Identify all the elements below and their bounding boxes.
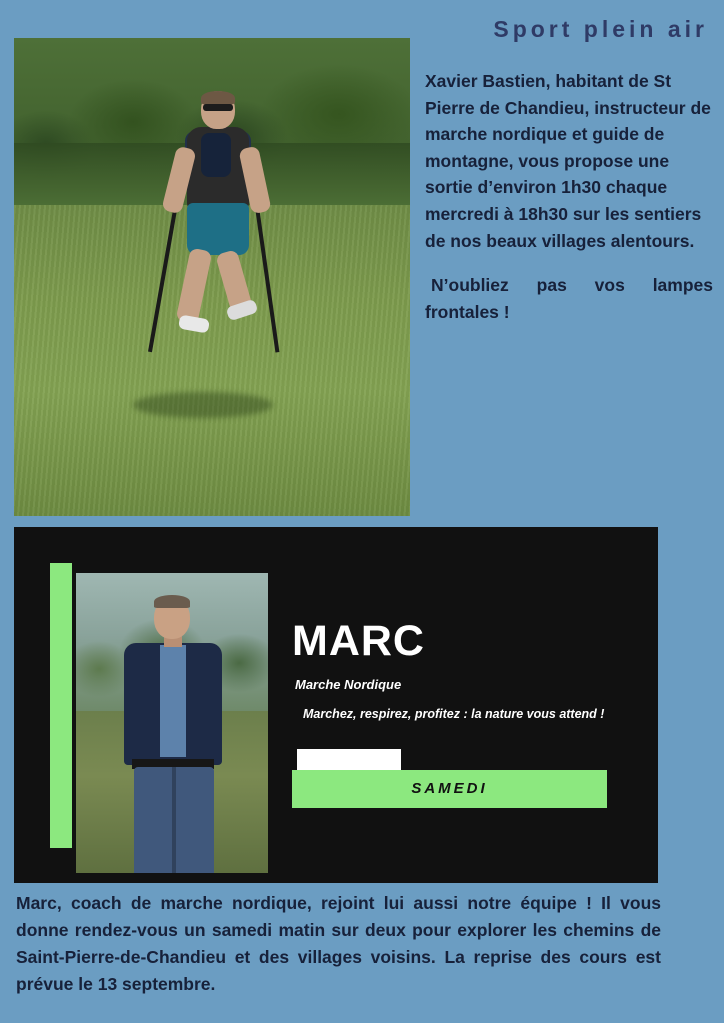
coach-card <box>14 527 658 883</box>
sunglasses <box>203 104 233 111</box>
coach-shirt <box>160 645 186 757</box>
coach-hair <box>154 595 190 608</box>
shoe-left <box>178 314 210 333</box>
coach-jeans <box>134 767 214 873</box>
backpack-strap <box>201 133 231 177</box>
walking-pole-right <box>254 203 279 352</box>
bottom-paragraph: Marc, coach de marche nordique, rejoint lui aussi notre équipe ! Il vous donne rendez-vous un samedi matin sur deux pour explorer les chemins de Saint-Pierre-de-Chandieu et des villages voisins. La reprise des cours est prévue le 13 septembre. <box>16 893 661 995</box>
coach-slogan: Marchez, respirez, profitez : la nature vous attend ! <box>303 707 605 721</box>
intro-text-block <box>425 68 713 343</box>
card-green-accent-bar <box>50 563 72 848</box>
shorts <box>187 203 249 255</box>
card-day-label: SAMEDI <box>411 780 488 797</box>
nordic-walker-figure <box>157 91 287 435</box>
card-day-banner <box>292 770 607 808</box>
top-photo <box>14 38 410 516</box>
intro-paragraph-2: N’oubliez pas vos lampes frontales ! <box>425 275 713 322</box>
page-title: Sport plein air <box>493 16 708 42</box>
coach-photo <box>76 573 268 873</box>
intro-paragraph-1: Xavier Bastien, habitant de St Pierre de Chandieu, instructeur de marche nordique et guide de montagne, vous propose une sortie d’environ 1h30 chaque mercredi à 18h30 sur les sentiers de nos beaux villages alentours. <box>425 71 711 251</box>
coach-role: Marche Nordique <box>295 677 402 692</box>
hair <box>201 91 235 105</box>
leg-left <box>175 247 212 324</box>
coach-name: MARC <box>292 617 425 665</box>
bottom-text-block <box>16 890 661 999</box>
